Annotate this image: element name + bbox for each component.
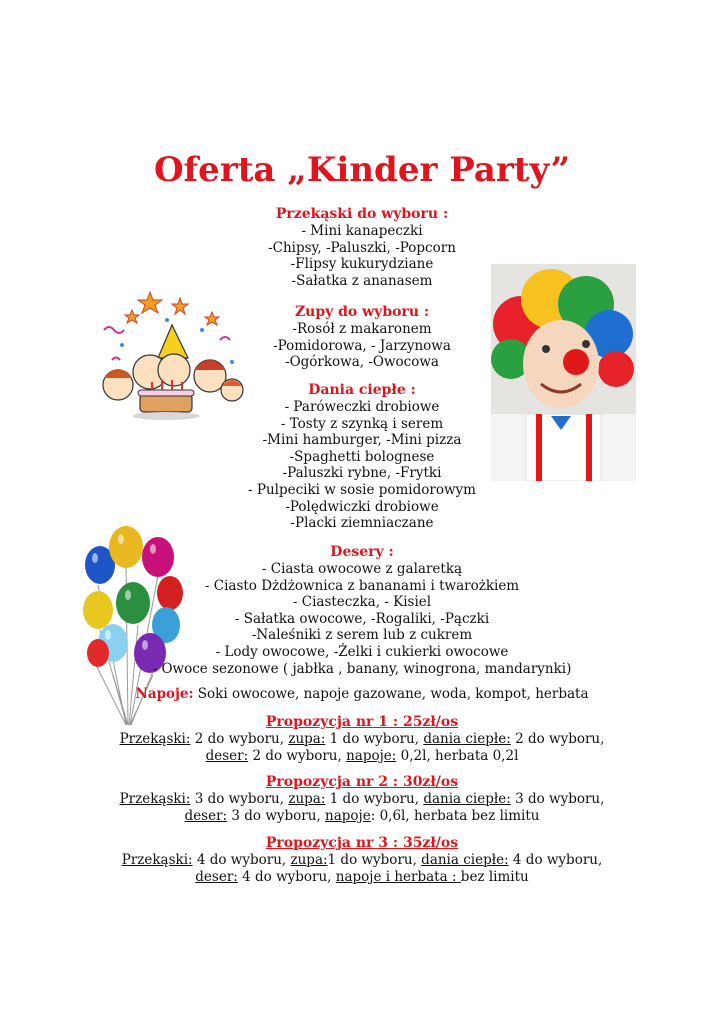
hot-dishes-label: dania ciepłe: [423, 791, 511, 807]
dessert-label: deser: [195, 869, 238, 885]
dessert-item: - Ciasteczka, - Kisiel [292, 594, 432, 611]
package-3-line-1 [0, 852, 724, 869]
drinks-line [0, 686, 724, 703]
snack-item: -Sałatka z ananasem [291, 272, 433, 289]
hot-dish-item: -Spaghetti bolognese [289, 448, 435, 465]
snacks-label: Przekąski: [119, 731, 191, 747]
soup-count: 1 do wyboru, [327, 852, 422, 868]
dessert-item: - Ciasta owocowe z galaretką [261, 561, 463, 577]
drinks-amount: 0,2l, herbata 0,2l [396, 748, 519, 764]
package-3-line-2 [0, 869, 724, 886]
hot-dishes-label: dania ciepłe: [423, 731, 511, 747]
drinks-label: napoje: [346, 748, 397, 764]
package-3 [0, 835, 724, 886]
hot-dishes-section [0, 382, 724, 532]
desserts-heading: Desery : [330, 544, 394, 560]
soup-item: -Rosół z makaronem [292, 321, 432, 337]
desserts-section [0, 544, 724, 677]
hot-dish-item: -Mini hamburger, -Mini pizza [262, 432, 462, 449]
package-1-heading: Propozycja nr 1 : 25zł/os [265, 714, 459, 730]
snack-item: - Mini kanapeczki [301, 223, 423, 239]
drinks-text: Soki owocowe, napoje gazowane, woda, kompot, herbata [193, 686, 589, 702]
hot-dishes-count: 4 do wyboru, [508, 852, 603, 868]
drinks-label: Napoje: [135, 686, 194, 702]
snack-item: -Chipsy, -Paluszki, -Popcorn [268, 239, 456, 256]
package-1-line-1 [0, 731, 724, 748]
dessert-item: - Owoce sezonowe ( jabłka , banany, winogrona, mandarynki) [152, 660, 572, 677]
package-1 [0, 714, 724, 765]
package-2-line-1 [0, 791, 724, 808]
snacks-count: 2 do wyboru, [190, 731, 289, 747]
dessert-label: deser: [184, 808, 228, 824]
package-1-line-2 [0, 748, 724, 765]
hot-dish-item: - Tosty z szynką i serem [280, 415, 444, 432]
snacks-label: Przekąski: [121, 852, 193, 868]
package-2-heading: Propozycja nr 2 : 30zł/os [265, 774, 459, 790]
hot-dish-item: - Paróweczki drobiowe [284, 399, 440, 415]
dessert-count: 2 do wyboru, [248, 748, 347, 764]
soup-count: 1 do wyboru, [325, 791, 424, 807]
package-2 [0, 774, 724, 825]
hot-dish-item: -Paluszki rybne, -Frytki [282, 465, 442, 482]
soup-count: 1 do wyboru, [325, 731, 424, 747]
snacks-section [0, 206, 724, 289]
drinks-label: napoje i herbata : [335, 869, 461, 885]
soup-item: -Pomidorowa, - Jarzynowa [273, 337, 451, 354]
drinks-label: napoje [325, 808, 371, 824]
soup-item: -Ogórkowa, -Owocowa [285, 354, 439, 371]
hot-dish-item: - Pulpeciki w sosie pomidorowym [248, 481, 476, 498]
dessert-item: -Naleśniki z serem lub z cukrem [251, 627, 473, 644]
page-title: Oferta „Kinder Party” [153, 150, 571, 190]
hot-dishes-label: dania ciepłe: [421, 852, 509, 868]
soup-label: zupa: [290, 852, 328, 868]
hot-dish-item: -Placki ziemniaczane [290, 515, 434, 532]
dessert-item: - Sałatka owocowe, -Rogaliki, -Pączki [234, 610, 490, 627]
dessert-count: 4 do wyboru, [237, 869, 336, 885]
snacks-label: Przekąski: [119, 791, 191, 807]
soup-label: zupa: [288, 731, 326, 747]
dessert-item: - Lody owocowe, -Żelki i cukierki owocowe [215, 643, 509, 660]
drinks-amount: bez limitu [460, 869, 529, 885]
dessert-count: 3 do wyboru, [227, 808, 326, 824]
dessert-item: - Ciasto Dżdżownica z bananami i twarożkiem [204, 577, 520, 594]
snacks-count: 3 do wyboru, [190, 791, 289, 807]
soups-heading: Zupy do wyboru : [294, 304, 430, 320]
hot-dishes-heading: Dania ciepłe : [308, 382, 416, 398]
package-2-line-2 [0, 808, 724, 825]
soups-section [0, 304, 724, 371]
drinks-amount: : 0,6l, herbata bez limitu [370, 808, 540, 824]
snack-item: -Flipsy kukurydziane [290, 256, 434, 273]
hot-dishes-count: 2 do wyboru, [510, 731, 605, 747]
package-3-heading: Propozycja nr 3 : 35zł/os [265, 835, 459, 851]
snacks-count: 4 do wyboru, [192, 852, 291, 868]
dessert-label: deser: [205, 748, 249, 764]
soup-label: zupa: [288, 791, 326, 807]
hot-dish-item: -Polędwiczki drobiowe [285, 498, 439, 515]
snacks-heading: Przekąski do wyboru : [275, 206, 449, 222]
hot-dishes-count: 3 do wyboru, [510, 791, 605, 807]
